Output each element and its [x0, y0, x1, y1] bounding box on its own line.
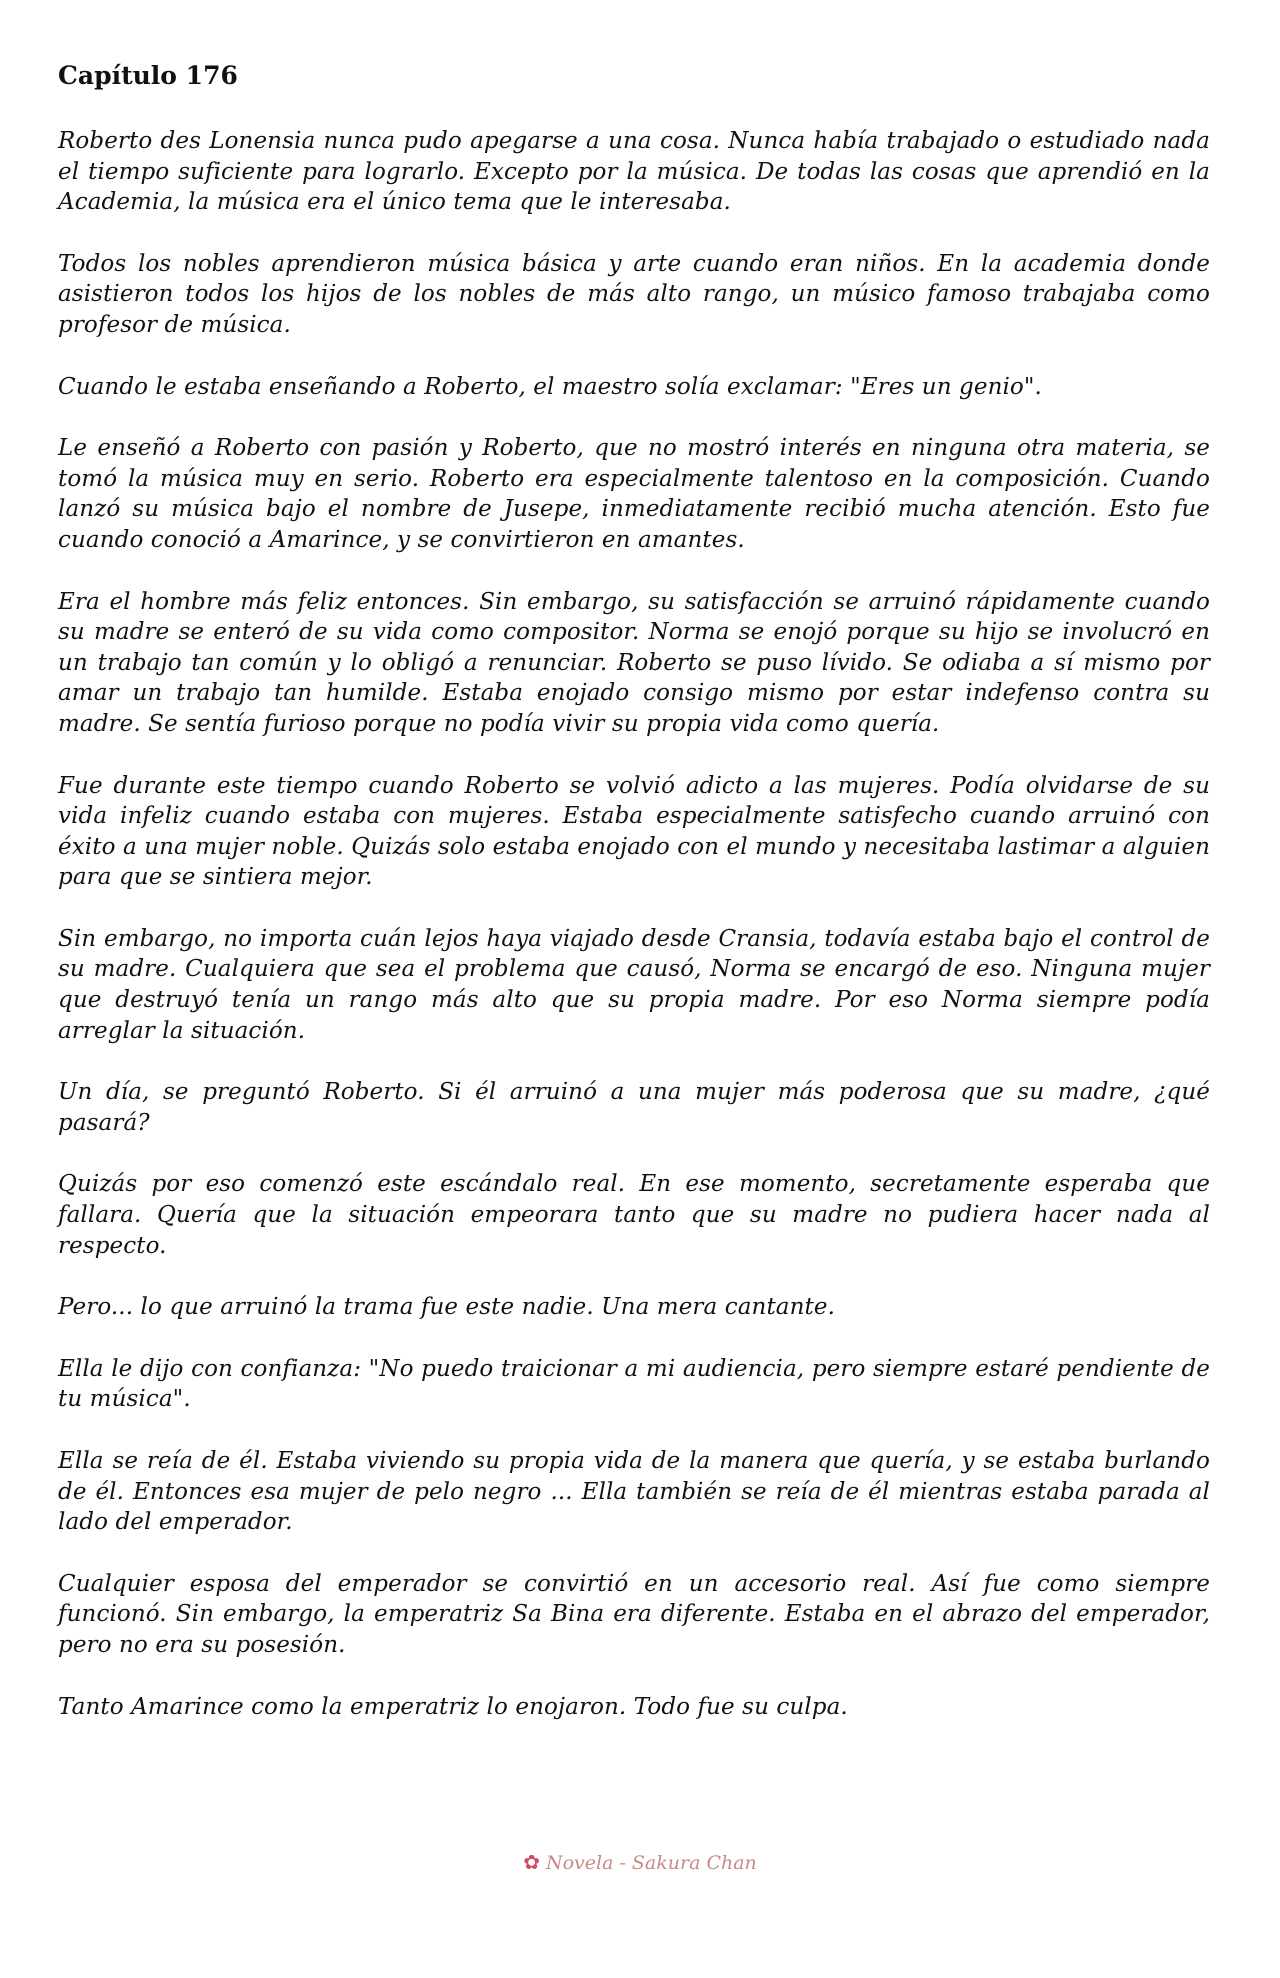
paragraph: Quizás por eso comenzó este escándalo real. En ese momento, secretamente esperaba que fallara. Quería que la situación empeorara tanto que su madre no pudiera hacer nada al respecto. [58, 1171, 1210, 1259]
paragraph: Roberto des Lonensia nunca pudo apegarse a una cosa. Nunca había trabajado o estudiado nada el tiempo suficiente para lograrlo. Excepto por la música. De todas las cosas que aprendió en la Academia, la música era el único tema que le interesaba. [58, 128, 1210, 216]
paragraph: Pero... lo que arruinó la trama fue este nadie. Una mera cantante. [58, 1294, 835, 1321]
paragraph: Cuando le estaba enseñando a Roberto, el maestro solía exclamar: "Eres un genio". [58, 373, 1042, 400]
paragraph: Un día, se preguntó Roberto. Si él arruinó a una mujer más poderosa que su madre, ¿qué pasará? [58, 1079, 1210, 1136]
paragraph: Era el hombre más feliz entonces. Sin embargo, su satisfacción se arruinó rápidamente cuando su madre se enteró de su vida como compositor. Norma se enojó porque su hijo se involucró en un trabajo tan común y lo obligó a renunciar. Roberto se puso lívido. Se odiaba a sí mismo por amar un trabajo tan humilde. Estaba enojado consigo mismo por estar indefenso contra su madre. Se sentía furioso porque no podía vivir su propia vida como quería. [58, 588, 1210, 737]
paragraph: Fue durante este tiempo cuando Roberto se volvió adicto a las mujeres. Podía olvidarse de su vida infeliz cuando estaba con mujeres. Estaba especialmente satisfecho cuando arruinó con éxito a una mujer noble. Quizás solo estaba enojado con el mundo y necesitaba lastimar a alguien para que se sintiera mejor. [58, 772, 1210, 891]
chapter-title: Capítulo 176 [58, 61, 238, 90]
document-page [58, 56, 1210, 1753]
paragraph: Ella le dijo con confianza: "No puedo traicionar a mi audiencia, pero siempre estaré pendiente de tu música". [58, 1355, 1210, 1413]
footer-text: Novela - Sakura Chan [545, 1852, 757, 1874]
paragraph: Tanto Amarince como la emperatriz lo enojaron. Todo fue su culpa. [58, 1693, 848, 1720]
paragraph: Sin embargo, no importa cuán lejos haya viajado desde Cransia, todavía estaba bajo el control de su madre. Cualquiera que sea el problema que causó, Norma se encargó de eso. Ninguna mujer que destruyó tenía un rango más alto que su propia madre. Por eso Norma siempre podía arreglar la situación. [58, 925, 1210, 1044]
footer-watermark [0, 1850, 1280, 1874]
paragraph: Todos los nobles aprendieron música básica y arte cuando eran niños. En la academia donde asistieron todos los hijos de los nobles de más alto rango, un músico famoso trabajaba como profesor de música. [58, 250, 1210, 338]
paragraph: Ella se reía de él. Estaba viviendo su propia vida de la manera que quería, y se estaba burlando de él. Entonces esa mujer de pelo negro ... Ella también se reía de él mientras estaba parada al lado del emperador. [58, 1448, 1210, 1536]
sakura-flower-icon: ✿ [523, 1850, 540, 1874]
paragraph: Cualquier esposa del emperador se convirtió en un accesorio real. Así fue como siempre funcionó. Sin embargo, la emperatriz Sa Bina era diferente. Estaba en el abrazo del emperador, pero no era su posesión. [58, 1570, 1210, 1658]
paragraph: Le enseñó a Roberto con pasión y Roberto, que no mostró interés en ninguna otra materia, se tomó la música muy en serio. Roberto era especialmente talentoso en la composición. Cuando lanzó su música bajo el nombre de Jusepe, inmediatamente recibió mucha atención. Esto fue cuando conoció a Amarince, y se convirtieron en amantes. [58, 435, 1210, 553]
